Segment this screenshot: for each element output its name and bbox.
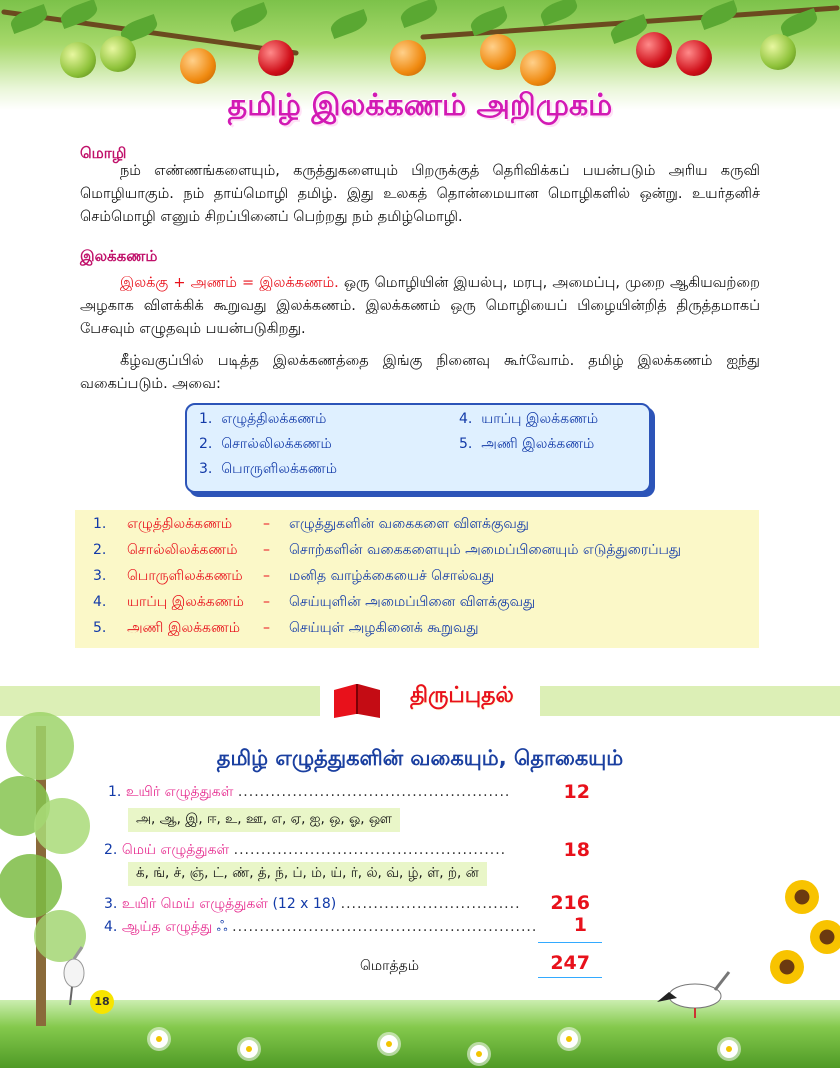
flower-icon bbox=[720, 1040, 738, 1058]
letter-type-line: 2. மெய் எழுத்துகள் .................................................. bbox=[104, 842, 507, 858]
stork-bird-icon bbox=[655, 968, 745, 1018]
definition-row: 5. அணி இலக்கணம் – செய்யுள் அழகினைக் கூறுவது bbox=[93, 620, 479, 636]
grammar-heading: இலக்கணம் bbox=[80, 247, 158, 265]
grammar-paragraph bbox=[80, 272, 760, 341]
definitions-box bbox=[75, 510, 759, 648]
page-number: 18 bbox=[90, 990, 114, 1014]
letter-list: அ, ஆ, இ, ஈ, உ, ஊ, எ, ஏ, ஐ, ஒ, ஓ, ஔ bbox=[128, 808, 400, 832]
definition-row: 3. பொருளிலக்கணம் – மனித வாழ்க்கையைச் சொல்வது bbox=[93, 568, 495, 584]
open-book-icon bbox=[330, 680, 384, 720]
revision-subtitle: தமிழ் எழுத்துகளின் வகையும், தொகையும் bbox=[216, 746, 624, 770]
sunflower-icon bbox=[785, 880, 819, 914]
letter-count: 216 bbox=[550, 892, 590, 914]
heron-bird-icon bbox=[52, 945, 92, 1005]
language-paragraph: நம் எண்ணங்களையும், கருத்துகளையும் பிறருக்குத் தெரிவிக்கப் பயன்படும் அரிய கருவி மொழியாகும். நம் தாய்மொழி தமிழ். இது உலகத் தொன்மையான மொழிகளில் ஒன்று. உயர்தனிச் செம்மொழி எனும் சிறப்பினைப் பெற்றது நம் தமிழ்மொழி. bbox=[80, 163, 760, 225]
flower-icon bbox=[380, 1035, 398, 1053]
letter-count: 1 bbox=[573, 914, 587, 936]
grammar-formula: இலக்கு + அணம் = இலக்கணம். bbox=[120, 275, 339, 291]
type-item: 1. எழுத்திலக்கணம் bbox=[199, 411, 327, 427]
page-title: தமிழ் இலக்கணம் அறிமுகம் bbox=[227, 88, 613, 123]
grammar-text: ஒரு மொழியின் இயல்பு, மரபு, அமைப்பு, முறை ஆகியவற்றை அழகாக விளக்கிக் கூறுவது இலக்கணம். இலக்கணம் ஒரு மொழியைப் பிழையின்றித் திருத்தமாகப் பேசவும் எழுதவும் பயன்படுகிறது. bbox=[80, 275, 760, 337]
total-label: மொத்தம் bbox=[360, 958, 419, 974]
letter-count: 18 bbox=[563, 839, 590, 861]
sum-rule-top bbox=[538, 942, 602, 943]
sunflower-icon bbox=[770, 950, 804, 984]
sunflower-icon bbox=[810, 920, 840, 954]
grammar-intro: கீழ்வகுப்பில் படித்த இலக்கணத்தை இங்கு நினைவு கூர்வோம். தமிழ் இலக்கணம் ஐந்து வகைப்படும். அவை: bbox=[80, 353, 760, 392]
letter-list: க், ங், ச், ஞ், ட், ண், த், ந், ப், ம், ய், ர், ல், வ், ழ், ள், ற், ன் bbox=[128, 862, 487, 886]
flower-icon bbox=[470, 1045, 488, 1063]
grammar-types-box bbox=[185, 403, 651, 493]
flower-icon bbox=[560, 1030, 578, 1048]
letter-type-line: 4. ஆய்த எழுத்து ஃ ........................................................ bbox=[104, 919, 538, 935]
sum-rule-bottom bbox=[538, 977, 602, 978]
language-heading: மொழி bbox=[80, 144, 127, 162]
letter-count: 12 bbox=[563, 781, 590, 803]
revision-band-right bbox=[540, 686, 840, 716]
definition-row: 2. சொல்லிலக்கணம் – சொற்களின் வகைகளையும் அமைப்பினையும் எடுத்துரைப்பது bbox=[93, 542, 682, 558]
total-count: 247 bbox=[550, 952, 590, 974]
definition-row: 1. எழுத்திலக்கணம் – எழுத்துகளின் வகைகளை விளக்குவது bbox=[93, 516, 529, 532]
type-item: 4. யாப்பு இலக்கணம் bbox=[459, 411, 599, 427]
definition-row: 4. யாப்பு இலக்கணம் – செய்யுளின் அமைப்பினை விளக்குவது bbox=[93, 594, 536, 610]
revision-title: திருப்புதல் bbox=[410, 683, 514, 708]
letter-type-line: 3. உயிர் மெய் எழுத்துகள் (12 x 18) ................................. bbox=[104, 896, 521, 912]
type-item: 2. சொல்லிலக்கணம் bbox=[199, 436, 332, 452]
flower-icon bbox=[150, 1030, 168, 1048]
flower-icon bbox=[240, 1040, 258, 1058]
type-item: 5. அணி இலக்கணம் bbox=[459, 436, 595, 452]
letter-type-line: 1. உயிர் எழுத்துகள் .................................................. bbox=[108, 784, 511, 800]
type-item: 3. பொருளிலக்கணம் bbox=[199, 461, 337, 477]
